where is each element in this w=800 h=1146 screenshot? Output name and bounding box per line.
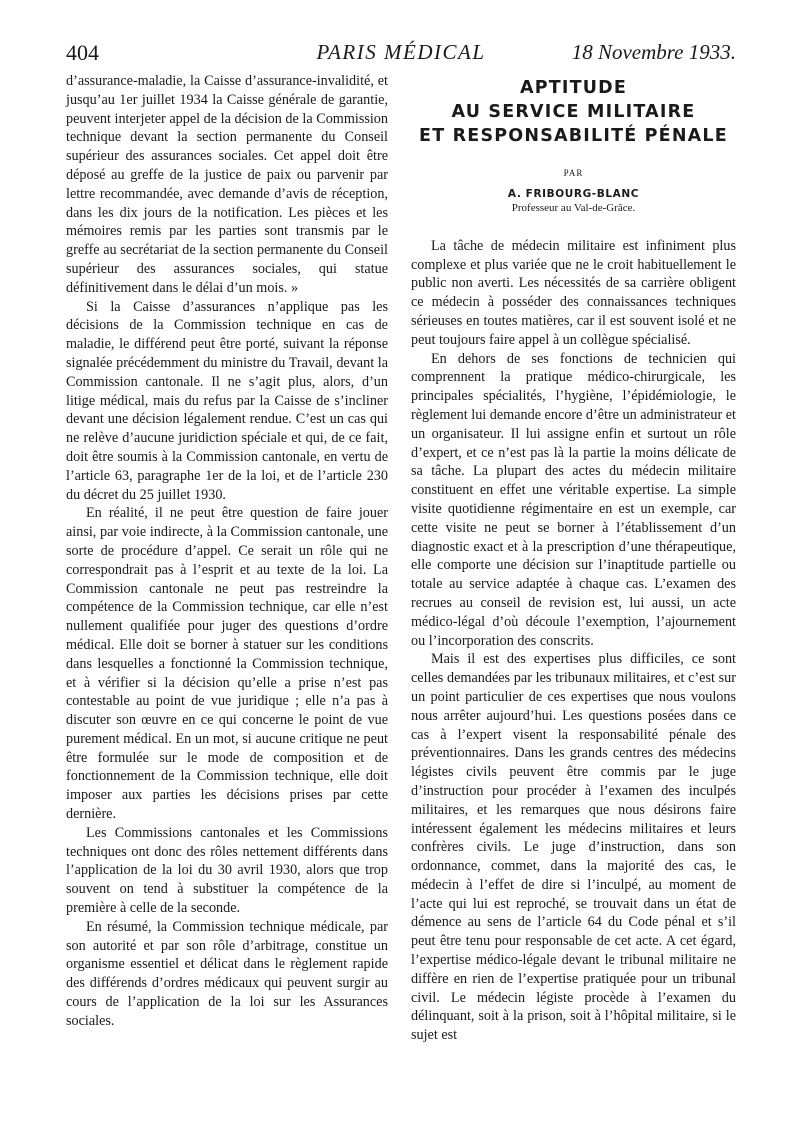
- page-number: 404: [66, 40, 99, 65]
- journal-title: PARIS MÉDICAL: [316, 40, 486, 64]
- page-header: [66, 40, 736, 74]
- paragraph: En résumé, la Commission technique médicale, par son autorité et par son rôle d’arbitrage, constitue un organisme essentiel et délicat dans le règlement rapide des différends d’ordres médicaux qui peuvent surgir au cours de l’application de la loi sur les Assurances sociales.: [66, 918, 388, 1029]
- title-line: APTITUDE: [519, 78, 628, 98]
- column-divider: [399, 76, 400, 1046]
- paragraph: Les Commissions cantonales et les Commissions techniques ont donc des rôles nettement différents dans l’application de la loi du 30 avril 1930, alors que trop souvent on tend à substituer la compétence de la première à celle de la seconde.: [66, 824, 388, 917]
- paragraph: En dehors de ses fonctions de technicien qui comprennent la pratique médico-chirurgicale, les principales spécialités, l’hygiène, l’épidémiologie, le règlement lui demande encore d’être un administrateur et un organisateur. Il lui assigne enfin et surtout un rôle d’expert, et ce n’est pas là la partie la moins délicate de sa tâche. La plupart des actes du médecin militaire constituent en effet une véritable expertise. La simple visite quotidienne régimentaire en est un exemple, car cette visite ne peut se borner à l’établissement d’un diagnostic exact et à la prescription d’une thérapeutique, elle comporte une décision sur l’inaptitude partielle ou totale au service adaptée à chaque cas. L’examen des recrues au conseil de revision est, lui aussi, un acte médico-légal d’où découle l’exemption, l’ajournement ou l’incorporation des conscrits.: [411, 350, 736, 649]
- paragraph: En réalité, il ne peut être question de faire jouer ainsi, par voie indirecte, à la Commission cantonale, une sorte de procédure d’appel. Ce serait un rôle qui ne correspondrait pas à l’esprit et au texte de la loi. La Commission cantonale ne peut pas restreindre la compétence de la Commission technique, car elle n’est nullement qualifiée pour juger des questions d’ordre médical. Elle doit se borner à statuer sur les conditions dans lesquelles a fonctionné la Commission technique, et à vérifier si la décision qu’elle a prise n’est pas contestable au point de vue juridique ; elle n’a pas à discuter son œuvre en ce qui concerne le point de vue purement médical. En un mot, si aucune critique ne peut être formulée sur le mode de composition et de fonctionnement de la Commission technique, elle doit imposer aux parties les décisions prises par cette dernière.: [66, 505, 388, 823]
- paragraph: Si la Caisse d’assurances n’applique pas les décisions de la Commission technique en cas de maladie, le différend peut être porté, suivant la réponse signalée précédemment du ministre du Travail, devant la Commission cantonale. Il ne s’agit plus, alors, d’un litige médical, mais du refus par la Caisse de s’incliner devant une décision légalement rendue. C’est un cas qui ne relève d’aucune juridiction spéciale et qui, de ce fait, doit être soumis à la Commission cantonale, en vertu de l’article 63, paragraphe 1er de la loi, et de l’article 230 du décret du 25 juillet 1930.: [66, 298, 388, 503]
- left-column: [66, 72, 388, 1031]
- title-line: AU SERVICE MILITAIRE: [451, 102, 696, 122]
- right-column: [411, 76, 736, 1045]
- author-name: A. FRIBOURG-BLANC: [507, 187, 640, 200]
- issue-date: 18 Novembre 1933.: [571, 40, 736, 64]
- byline-par: PAR: [563, 168, 584, 178]
- author-affiliation: Professeur au Val-de-Grâce.: [511, 201, 636, 214]
- paragraph: La tâche de médecin militaire est infiniment plus complexe et plus variée que ne le croit habituellement le public non averti. Les nécessités de sa carrière obligent ce médecin à posséder des connaissances techniques sérieuses en toutes matières, car il est souvent isolé et ne peut toujours faire appel à un collègue spécialisé.: [411, 237, 736, 348]
- article-title: [411, 76, 736, 148]
- paragraph: d’assurance-maladie, la Caisse d’assurance-invalidité, et jusqu’au 1er juillet 1934 la Caisse générale de garantie, peuvent interjeter appel de la décision de la Commission technique devant la section permanente du Conseil supérieur des assurances sociales. Cet appel doit être déposé au greffe de la justice de paix ou parvenir par lettre recommandée, avec demande d’avis de réception, dans les dix jours de la notification. Les pièces et les mémoires remis par les parties sont transmis par le greffe au secrétariat de la section permanente du Conseil supérieur des assurances sociales, qui statue définitivement dans le délai d’un mois. »: [66, 73, 388, 296]
- paragraph: Mais il est des expertises plus difficiles, ce sont celles demandées par les tribunaux militaires, et c’est sur un point particulier de ces expertises que nous voulons nous arrêter aujourd’hui. Les questions posées dans ce cas à l’expert visent la responsabilité pénale des préventionnaires. Dans les grands centres des médecins légistes civils peuvent être commis par le juge d’instruction pour procéder à l’examen des inculpés militaires, et les remarques que nous désirons faire intéressent également les médecins militaires et leurs confrères civils. Le juge d’instruction, dans son ordonnance, commet, dans la majorité des cas, le médecin à l’effet de dire si l’inculpé, au moment de l’acte qui lui est reproché, se trouvait dans un état de démence au sens de l’article 64 du Code pénal et s’il peut être tenu pour responsable de cet acte. A cet égard, l’expertise médico-légale devant le tribunal militaire ne diffère en rien de l’expertise pratiquée pour un tribunal civil. Le médecin légiste procède à l’examen du délinquant, soit à la prison, soit à l’hôpital militaire, si le sujet est: [411, 651, 736, 1044]
- title-line: ET RESPONSABILITÉ PÉNALE: [419, 126, 728, 146]
